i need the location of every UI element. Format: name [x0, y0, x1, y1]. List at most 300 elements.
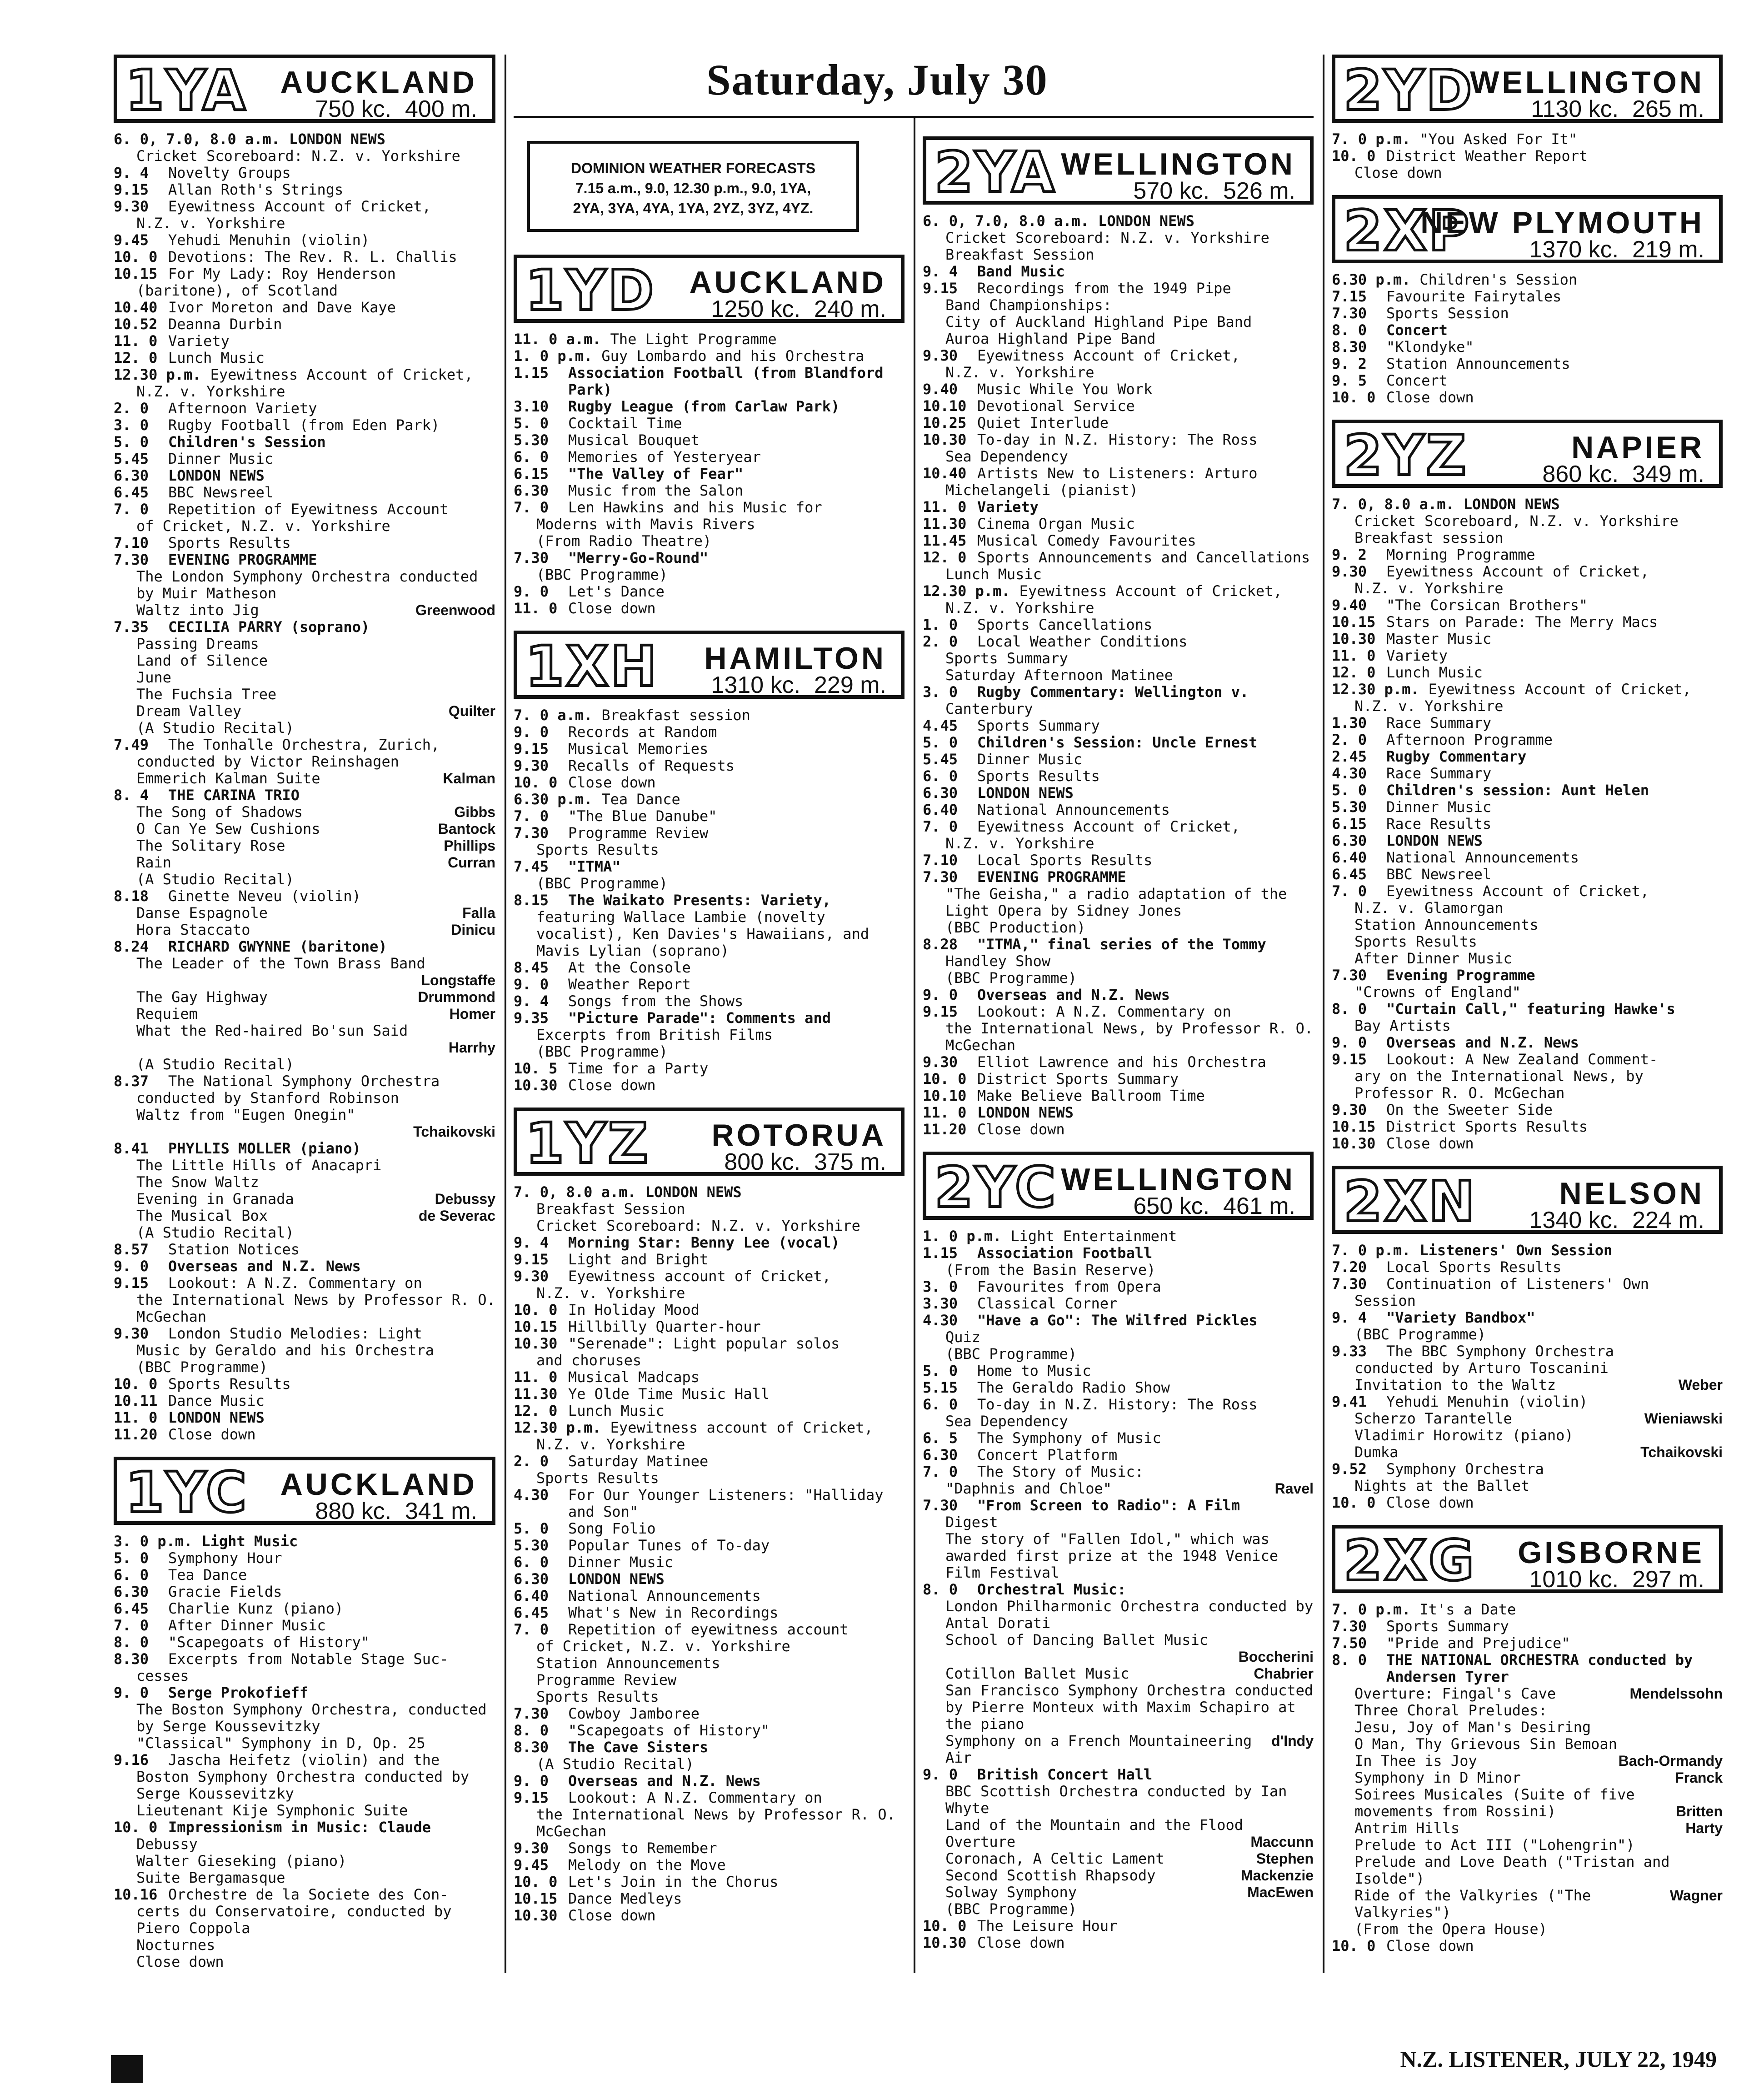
programme-title: Morning Programme	[1386, 546, 1535, 563]
programme-detail	[114, 518, 495, 535]
programme-entry	[1332, 765, 1723, 782]
programme-detail-text: (A Studio Recital)	[136, 719, 294, 737]
programme-detail	[1332, 1854, 1723, 1887]
programme-entry	[1332, 546, 1723, 563]
column-divider	[1323, 55, 1324, 1973]
programme-title: Close down	[568, 1907, 656, 1924]
programme-entry	[923, 802, 1314, 818]
programme-detail	[1332, 933, 1723, 950]
programme-list	[514, 707, 904, 1094]
programme-title: Listeners' Own Session	[1419, 1242, 1613, 1259]
programme-detail-text: (BBC Programme)	[136, 1358, 268, 1376]
programme-detail	[923, 1817, 1314, 1834]
programme-title: Variety	[977, 498, 1039, 516]
programme-time: 12. 0	[114, 349, 158, 366]
programme-title: Time for a Party	[568, 1060, 709, 1077]
programme-time: 7. 0	[514, 1621, 549, 1638]
composer-name: Chabrier	[1254, 1665, 1314, 1682]
programme-time: 8.30	[114, 1650, 149, 1668]
programme-detail	[1332, 1736, 1723, 1753]
programme-time: 5. 0	[514, 415, 549, 432]
station-frequency	[1119, 1193, 1295, 1220]
station-wavelength: 400 m.	[405, 96, 477, 122]
station-callsign: 1YZ	[525, 1111, 650, 1176]
station-header	[1332, 1166, 1723, 1234]
programme-title: LONDON NEWS	[645, 1183, 742, 1201]
column-divider	[505, 55, 506, 1973]
programme-title: RICHARD GWYNNE (baritone)	[168, 938, 387, 955]
composer-name: Stephen	[1256, 1850, 1314, 1867]
programme-detail-text: Prelude and Love Death ("Tristan and Isolde")	[1354, 1853, 1679, 1887]
programme-detail-text: featuring Wallace Lambie (novelty vocalist), Ken Davies's Hawaiians, and Mavis Lylian (soprano)	[536, 908, 878, 959]
programme-detail-text: (A Studio Recital)	[536, 1755, 694, 1773]
programme-detail	[1332, 1068, 1723, 1102]
programme-detail	[923, 1329, 1314, 1346]
programme-detail	[114, 1039, 495, 1056]
programme-entry	[923, 1430, 1314, 1447]
programme-entry	[1332, 1034, 1723, 1051]
programme-entry	[923, 1918, 1314, 1935]
programme-detail-text: (BBC Programme)	[536, 1043, 668, 1060]
programme-time: 12.30 p.m.	[1332, 681, 1419, 698]
programme-entry	[514, 858, 904, 875]
station-kilocycles: 860 kc.	[1542, 461, 1619, 487]
programme-detail	[1332, 1786, 1723, 1803]
station-header	[114, 1457, 495, 1525]
programme-detail	[114, 1903, 495, 1937]
programme-time: 5.45	[114, 450, 149, 467]
programme-entry	[1332, 883, 1723, 900]
programme-time: 9.45	[514, 1856, 549, 1874]
programme-detail-text: Quiz	[945, 1328, 981, 1346]
programme-entry	[514, 1773, 904, 1789]
programme-title: Sports Cancellations	[977, 616, 1153, 633]
programme-entry	[923, 347, 1314, 364]
programme-time: 7.20	[1332, 1258, 1367, 1276]
programme-time: 9.52	[1332, 1460, 1367, 1478]
programme-title: What's New in Recordings	[568, 1604, 779, 1621]
programme-detail	[923, 1682, 1322, 1733]
programme-detail-text: City of Auckland Highland Pipe Band	[945, 313, 1252, 331]
station-wavelength: 265 m.	[1632, 96, 1704, 122]
programme-title: Light and Bright	[568, 1251, 709, 1268]
programme-detail-text: Station Announcements	[1354, 916, 1539, 933]
programme-entry	[514, 600, 904, 617]
programme-title: "From Screen to Radio": A Film	[977, 1497, 1240, 1514]
programme-time: 3.30	[923, 1295, 958, 1312]
programme-time: 6.30	[1332, 832, 1367, 849]
programme-title: Close down	[977, 1121, 1065, 1138]
programme-detail	[514, 516, 904, 533]
programme-time: 10.15	[1332, 1118, 1376, 1135]
programme-time: 10.16	[114, 1886, 158, 1903]
programme-entry	[514, 1077, 904, 1094]
programme-entry	[923, 987, 1314, 1003]
programme-detail-text: The Snow Waltz	[136, 1173, 259, 1191]
programme-list	[923, 1228, 1322, 1951]
programme-entry	[514, 365, 904, 398]
programme-title: LONDON NEWS	[168, 467, 265, 484]
programme-title: Sports Results	[168, 534, 291, 551]
station-frequency	[301, 1498, 477, 1525]
programme-detail-text: "The Geisha," a radio adaptation of the Light Opera by Sidney Jones	[945, 885, 1296, 919]
programme-time: 4.45	[923, 717, 958, 734]
programme-entry	[923, 1312, 1314, 1329]
programme-entry	[114, 165, 495, 181]
programme-time: 9. 0	[514, 723, 549, 741]
programme-detail-text: Land of Silence	[136, 652, 268, 669]
programme-entry	[923, 1935, 1314, 1951]
programme-detail-text	[136, 972, 421, 989]
programme-time: 8.15	[514, 892, 549, 909]
programme-list	[114, 130, 505, 1443]
programme-entry	[514, 808, 904, 825]
programme-detail-text: BBC Scottish Orchestra conducted by Ian Whyte	[945, 1783, 1296, 1817]
programme-list	[1332, 496, 1723, 1152]
programme-time: 6.30 p.m.	[1332, 271, 1411, 288]
programme-entry	[514, 1268, 904, 1285]
programme-time: 10.30	[514, 1907, 558, 1924]
programme-title: Repetition of Eyewitness Account	[168, 501, 449, 518]
programme-detail-text: Excerpts from British Films	[536, 1026, 773, 1043]
programme-title: Memories of Yesteryear	[568, 448, 761, 466]
programme-detail	[114, 1022, 495, 1039]
programme-title: "You Asked For It"	[1419, 130, 1578, 148]
programme-detail-text: "Classical" Symphony in D, Op. 25	[136, 1734, 425, 1752]
programme-time: 5. 0	[923, 1362, 958, 1379]
programme-detail	[923, 953, 1314, 970]
programme-title: Charlie Kunz (piano)	[168, 1600, 344, 1617]
programme-entry	[514, 724, 904, 741]
programme-title: The Leisure Hour	[977, 1917, 1118, 1935]
programme-detail-text: Waltz from "Eugen Onegin"	[136, 1106, 355, 1123]
programme-detail-text: Station Announcements	[536, 1654, 720, 1672]
composer-name: Britten	[1675, 1803, 1723, 1819]
programme-time: 9. 0	[1332, 1034, 1367, 1051]
programme-entry	[1332, 1601, 1723, 1618]
programme-title: Recalls of Requests	[568, 757, 735, 774]
programme-detail-text: Invitation to the Waltz	[1354, 1376, 1556, 1393]
programme-entry	[114, 131, 495, 148]
programme-time: 9.15	[923, 1003, 958, 1020]
programme-time: 6.30	[923, 1446, 958, 1463]
programme-detail-text: Bay Artists	[1354, 1017, 1451, 1034]
programme-title: Close down	[1386, 1937, 1474, 1955]
programme-title: Lookout: A N.Z. Commentary on	[168, 1274, 422, 1292]
programme-title: Eyewitness Account of Cricket,	[1428, 681, 1691, 698]
station-kilocycles: 1370 kc.	[1529, 236, 1619, 263]
programme-title: Sports Summary	[977, 717, 1100, 734]
programme-time: 10. 0	[114, 1819, 158, 1836]
programme-time: 11.45	[923, 532, 967, 549]
station-callsign: 2XN	[1344, 1169, 1477, 1234]
programme-detail-text: Symphony in D Minor	[1354, 1769, 1521, 1786]
programme-detail	[1332, 1887, 1723, 1921]
programme-detail	[923, 1413, 1314, 1430]
programme-title: The Cave Sisters	[568, 1739, 709, 1756]
programme-entry	[1332, 1461, 1723, 1478]
programme-time: 7.49	[114, 736, 149, 753]
programme-title: Close down	[168, 1426, 256, 1443]
programme-entry	[1332, 1242, 1723, 1259]
programme-detail-text: cesses	[136, 1667, 189, 1684]
programme-entry	[923, 852, 1314, 869]
programme-title: To-day in N.Z. History: The Ross	[977, 431, 1258, 448]
programme-entry	[514, 959, 904, 976]
programme-time: 8.45	[514, 959, 549, 976]
programme-entry	[923, 213, 1314, 230]
programme-entry	[1332, 849, 1723, 866]
programme-time: 7.30	[1332, 967, 1367, 984]
programme-title: Impressionism in Music: Claude	[168, 1819, 431, 1836]
station-kilocycles: 750 kc.	[315, 96, 392, 122]
programme-detail	[923, 448, 1314, 465]
programme-detail-text: (A Studio Recital)	[136, 871, 294, 888]
programme-time: 2.45	[1332, 748, 1367, 765]
programme-title: CECILIA PARRY (soprano)	[168, 618, 370, 636]
composer-name: Wieniawski	[1644, 1410, 1723, 1427]
programme-entry	[923, 734, 1314, 751]
programme-time: 7.30	[923, 1497, 958, 1514]
programme-entry	[514, 1419, 904, 1436]
programme-detail-text: London Philharmonic Orchestra conducted by Antal Dorati	[945, 1598, 1322, 1632]
programme-title: "Serenade": Light popular solos	[568, 1335, 840, 1352]
programme-time: 11. 0	[114, 332, 158, 350]
programme-detail-text: conducted by Arturo Toscanini	[1354, 1359, 1609, 1377]
programme-entry	[514, 1604, 904, 1621]
programme-entry	[514, 1010, 904, 1027]
programme-title: LONDON NEWS	[289, 130, 385, 148]
programme-column-2	[514, 255, 904, 1938]
programme-entry	[514, 466, 904, 482]
programme-title: Recordings from the 1949 Pipe	[977, 280, 1231, 297]
station-kilocycles: 880 kc.	[315, 1498, 392, 1524]
programme-entry	[514, 1857, 904, 1874]
station-wavelength: 461 m.	[1223, 1193, 1295, 1219]
programme-detail-text: of Cricket, N.Z. v. Yorkshire	[536, 1638, 790, 1655]
programme-time: 7. 0 p.m.	[1332, 130, 1411, 148]
programme-time: 9.15	[114, 1274, 149, 1292]
programme-title: Band Music	[977, 263, 1065, 280]
station-frequency	[1529, 461, 1704, 488]
programme-detail-text: "Daphnis and Chloe"	[945, 1480, 1112, 1497]
programme-title: Musical Bouquet	[568, 431, 700, 449]
programme-detail-text: Overture	[945, 1833, 1016, 1850]
programme-time: 9. 0	[514, 1772, 549, 1789]
programme-detail	[923, 1262, 1314, 1278]
programme-title: District Sports Summary	[977, 1070, 1179, 1088]
programme-entry	[514, 1234, 904, 1251]
programme-list	[1332, 1601, 1723, 1955]
programme-detail	[923, 314, 1314, 331]
programme-title: Variety	[1386, 647, 1448, 664]
weather-line-2: 2YA, 3YA, 4YA, 1YA, 2YZ, 3YZ, 4YZ.	[573, 200, 814, 216]
programme-time: 6.40	[923, 801, 958, 818]
programme-entry	[114, 417, 495, 434]
station-city: AUCKLAND	[280, 65, 477, 100]
programme-title: British Concert Hall	[977, 1766, 1153, 1783]
programme-time: 6. 0, 7.0, 8.0 a.m.	[114, 130, 280, 148]
weather-forecast-box	[527, 141, 859, 232]
programme-detail-text: (A Studio Recital)	[136, 1056, 294, 1073]
programme-detail-text: The London Symphony Orchestra conducted by Muir Matheson	[136, 568, 487, 602]
programme-detail	[514, 1689, 904, 1705]
programme-time: 9. 4	[514, 1234, 549, 1251]
programme-title: Race Summary	[1386, 714, 1492, 732]
programme-time: 6.15	[1332, 815, 1367, 832]
programme-detail-text: Debussy	[136, 1835, 198, 1853]
programme-detail	[923, 1665, 1314, 1682]
programme-entry	[923, 1278, 1314, 1295]
programme-title: Continuation of Listeners' Own	[1386, 1275, 1649, 1293]
programme-detail-text: What the Red-haired Bo'sun Said	[136, 1022, 408, 1039]
station-frequency	[1515, 1207, 1704, 1234]
programme-entry	[514, 482, 904, 499]
programme-entry	[923, 1228, 1314, 1245]
programme-time: 9. 4	[114, 164, 149, 181]
programme-entry	[923, 616, 1314, 633]
station-frequency	[1119, 177, 1295, 205]
programme-detail-text: After Dinner Music	[1354, 950, 1512, 967]
programme-detail	[114, 1123, 495, 1140]
programme-entry	[923, 1088, 1314, 1104]
programme-column-1	[114, 55, 505, 1984]
programme-title: Station Notices	[168, 1241, 300, 1258]
programme-time: 9.15	[514, 1251, 549, 1268]
programme-entry	[514, 774, 904, 791]
programme-detail	[114, 383, 495, 400]
programme-entry	[923, 1245, 1314, 1262]
programme-detail-text: Cricket Scoreboard, N.Z. v. Yorkshire	[1354, 512, 1679, 530]
programme-entry	[114, 1752, 495, 1769]
programme-time: 6. 5	[923, 1429, 958, 1447]
programme-detail-text: Solway Symphony	[945, 1884, 1077, 1901]
programme-time: 9.30	[1332, 563, 1367, 580]
programme-title: Local Sports Results	[1386, 1258, 1562, 1276]
programme-entry	[514, 707, 904, 724]
station-header	[514, 631, 904, 699]
programme-detail	[923, 1480, 1314, 1497]
programme-time: 7. 0	[514, 807, 549, 825]
programme-detail-text: Dream Valley	[136, 702, 242, 720]
programme-detail-text: Breakfast Session	[536, 1200, 685, 1218]
programme-entry	[923, 381, 1314, 398]
programme-title: Close down	[977, 1934, 1065, 1951]
programme-title: National Announcements	[977, 801, 1170, 818]
programme-detail-text: Michelangeli (pianist)	[945, 481, 1138, 499]
programme-detail	[1332, 1820, 1723, 1837]
programme-title: District Sports Results	[1386, 1118, 1588, 1135]
programme-time: 9.40	[1332, 596, 1367, 614]
programme-title: EVENING PROGRAMME	[168, 551, 317, 568]
programme-title: LONDON NEWS	[168, 1409, 265, 1426]
programme-time: 5.30	[514, 431, 549, 449]
programme-time: 10.30	[1332, 1135, 1376, 1152]
programme-detail-text: Close down	[136, 1953, 224, 1970]
programme-entry	[923, 1463, 1314, 1480]
programme-entry	[923, 1396, 1314, 1413]
programme-detail	[1332, 1017, 1723, 1034]
programme-entry	[1332, 1259, 1723, 1276]
programme-detail-text: Band Championships:	[945, 296, 1112, 314]
composer-name: Wagner	[1669, 1887, 1723, 1904]
programme-title: Musical Comedy Favourites	[977, 532, 1196, 549]
programme-time: 9. 0	[114, 1684, 149, 1701]
programme-title: "Have a Go": The Wilfred Pickles	[977, 1312, 1258, 1329]
programme-detail	[1332, 165, 1723, 181]
programme-entry	[923, 1447, 1314, 1463]
programme-title: Close down	[1386, 389, 1474, 406]
station-header	[514, 255, 904, 323]
programme-time: 8. 0	[1332, 1651, 1367, 1669]
programme-entry	[1332, 356, 1723, 372]
programme-time: 7. 0	[923, 818, 958, 835]
programme-time: 10.15	[114, 265, 158, 282]
programme-detail-text: (BBC Production)	[945, 919, 1086, 936]
station-frequency	[697, 672, 886, 699]
programme-time: 8. 0	[114, 1634, 149, 1651]
programme-entry	[923, 768, 1314, 785]
programme-detail-text: Vladimir Horowitz (piano)	[1354, 1427, 1574, 1444]
programme-detail	[514, 1470, 904, 1487]
programme-detail	[923, 482, 1314, 499]
programme-detail	[1332, 1803, 1723, 1820]
programme-time: 5.30	[514, 1537, 549, 1554]
programme-detail-text: Close down	[1354, 164, 1442, 181]
programme-entry	[514, 1588, 904, 1604]
programme-detail	[114, 1701, 495, 1735]
programme-time: 8. 0	[923, 1581, 958, 1598]
programme-time: 1.15	[923, 1244, 958, 1262]
programme-detail	[1332, 900, 1723, 917]
page-footer: N.Z. LISTENER, JULY 22, 1949	[1400, 2046, 1717, 2072]
programme-detail	[114, 703, 495, 720]
programme-entry	[114, 737, 495, 753]
programme-title: Ginette Neveu (violin)	[168, 887, 361, 905]
station-frequency	[697, 296, 886, 323]
programme-detail-text: The Song of Shadows	[136, 803, 303, 821]
programme-detail-text: movements from Rossini)	[1354, 1803, 1556, 1820]
programme-time: 7. 0	[923, 1463, 958, 1480]
programme-detail-text: the International News by Professor R. O. McGechan	[536, 1806, 904, 1840]
programme-time: 7.30	[923, 868, 958, 886]
programme-title: Let's Dance	[568, 583, 665, 600]
programme-detail	[114, 955, 495, 972]
programme-time: 7. 0, 8.0 a.m.	[1332, 496, 1454, 513]
programme-title: The Light Programme	[610, 331, 777, 348]
programme-entry	[1332, 148, 1723, 165]
programme-detail	[1332, 950, 1723, 967]
programme-detail-text: the International News by Professor R. O. McGechan	[136, 1291, 505, 1325]
programme-detail-text: Overture: Fingal's Cave	[1354, 1685, 1556, 1702]
station-callsign: 2XP	[1344, 199, 1471, 263]
programme-detail-text: (BBC Programme)	[945, 1345, 1077, 1363]
programme-title: Jascha Heifetz (violin) and the	[168, 1751, 440, 1769]
programme-entry	[923, 633, 1314, 650]
programme-time: 11.20	[923, 1121, 967, 1138]
programme-title: Master Music	[1386, 630, 1492, 647]
programme-title: Evening Programme	[1386, 967, 1535, 984]
composer-name: Kalman	[443, 770, 495, 787]
programme-title: For Our Younger Listeners: "Halliday and Son"	[568, 1486, 892, 1520]
programme-time: 6.30	[114, 1583, 149, 1600]
programme-time: 7.30	[514, 1705, 549, 1722]
programme-time: 10. 0	[923, 1917, 967, 1935]
programme-time: 8.41	[114, 1140, 149, 1157]
programme-entry	[514, 1554, 904, 1571]
programme-time: 10.10	[923, 397, 967, 415]
station-city: NEW PLYMOUTH	[1420, 205, 1704, 240]
